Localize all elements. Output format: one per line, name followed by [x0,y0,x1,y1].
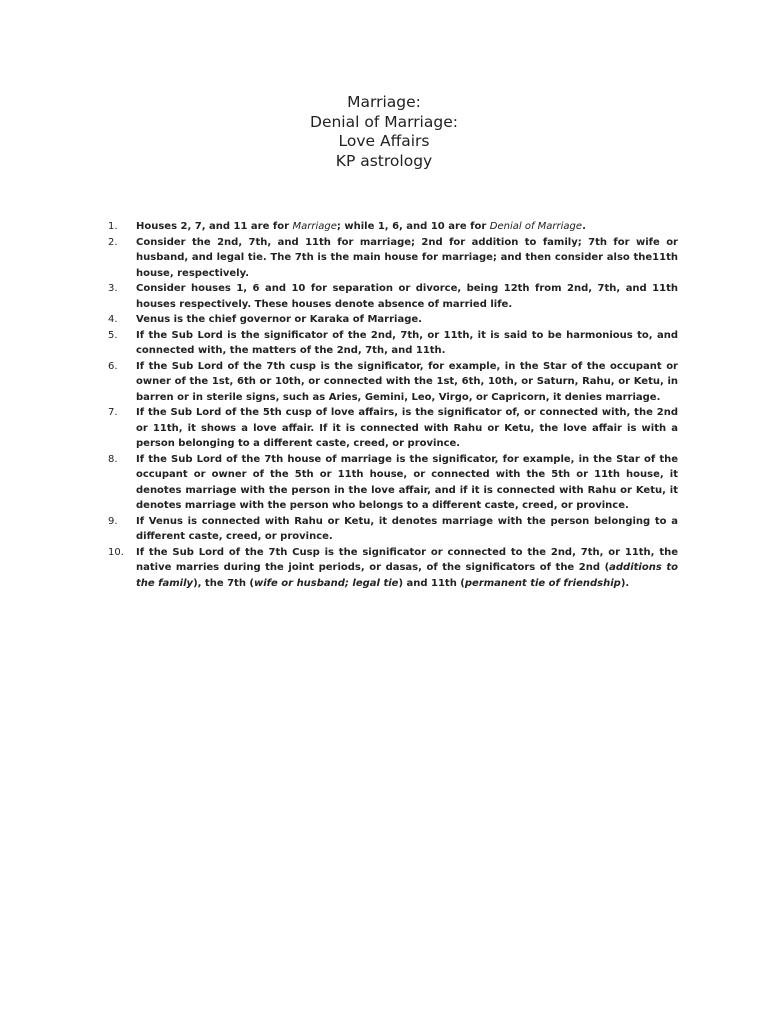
list-item [108,359,678,406]
item-emphasis: Denial of Marriage [489,221,583,232]
item-emphasis: Marriage [292,221,337,232]
list-item [108,328,678,359]
list-item [108,219,678,235]
item-number: 10. [108,546,124,558]
item-text-segment: ) and 11th ( [398,577,465,589]
list-item [108,452,678,514]
item-text: Consider houses 1, 6 and 10 for separation or divorce, being 12th from 2nd, 7th, and 11th houses respectively. These houses denote absence of married life. [136,283,678,310]
list-item [108,281,678,312]
list-item [108,312,678,328]
item-text: If the Sub Lord is the significator of the 2nd, 7th, or 11th, it is said to be harmonious to, and connected with, the matters of the 2nd, 7th, and 11th. [136,329,678,356]
item-number: 5. [108,329,118,341]
title-line-kp-astrology: KP astrology [335,151,433,170]
item-text [136,545,678,592]
item-text: Consider the 2nd, 7th, and 11th for marriage; 2nd for addition to family; 7th for wife or husband, and legal tie. The 7th is the main house for marriage; and then consider also the11th house, respectively. [136,236,678,279]
item-number: 7. [108,407,118,418]
title-line-marriage: Marriage: [347,93,421,111]
item-text: If the Sub Lord of the 7th house of marriage is the significator, for example, in the Star of the occupant or owner of the 5th or 11th house, or connected with the 5th or 11th house, it denotes marriage with the person in the love affair, and if it is connected with Rahu or Ketu, it denotes marriage with the person who belongs to a different caste, creed, or province. [136,453,678,511]
item-emphasis: additions to the family [136,562,678,589]
item-text: If the Sub Lord of the 7th cusp is the significator, for example, in the Star of the occupant or owner of the 1st, 6th or 10th, or connected with the 1st, 6th, 10th, or Saturn, Rahu, or Ketu, in barren or in sterile signs, such as Aries, Gemini, Leo, Virgo, or Capricorn, it denies marriage. [136,360,678,403]
item-text: If the Sub Lord of the 5th cusp of love affairs, is the significator of, or connected with, the 2nd or 11th, it shows a love affair. If it is connected with Rahu or Ketu, the love affair is with a person belonging to a different caste, creed, or province. [136,407,678,449]
title-line-denial: Denial of Marriage: [310,112,458,131]
list-item [108,405,678,452]
rules-list [108,219,678,591]
list-item [108,514,678,545]
item-text-segment: ). [620,577,630,589]
item-text-segment: ; while 1, 6, and 10 are for [336,221,490,232]
item-number: 1. [108,221,118,232]
item-emphasis: permanent tie of friendship [464,577,621,589]
item-text-segment: ), the 7th ( [193,577,254,589]
item-number: 2. [108,236,118,248]
item-number: 9. [108,515,118,527]
item-emphasis: wife or husband; legal tie [254,577,399,589]
item-text-segment: . [582,221,586,232]
list-item [108,235,678,282]
item-text-segment: Houses 2, 7, and 11 are for [136,221,293,232]
item-number: 4. [108,314,118,325]
item-number: 8. [108,453,118,465]
list-item [108,545,678,592]
item-text [136,219,678,235]
document-title [0,93,768,171]
item-number: 3. [108,283,118,294]
title-line-love-affairs: Love Affairs [338,132,430,150]
item-text-segment: If the Sub Lord of the 7th Cusp is the significator or connected to the 2nd, 7th, or 11th, the native marries during the joint periods, or dasas, of the significators of the 2nd ( [136,546,678,573]
item-text: Venus is the chief governor or Karaka of Marriage. [136,314,422,325]
item-text: If Venus is connected with Rahu or Ketu, it denotes marriage with the person belonging to a different caste, creed, or province. [136,515,678,542]
item-number: 6. [108,360,118,372]
